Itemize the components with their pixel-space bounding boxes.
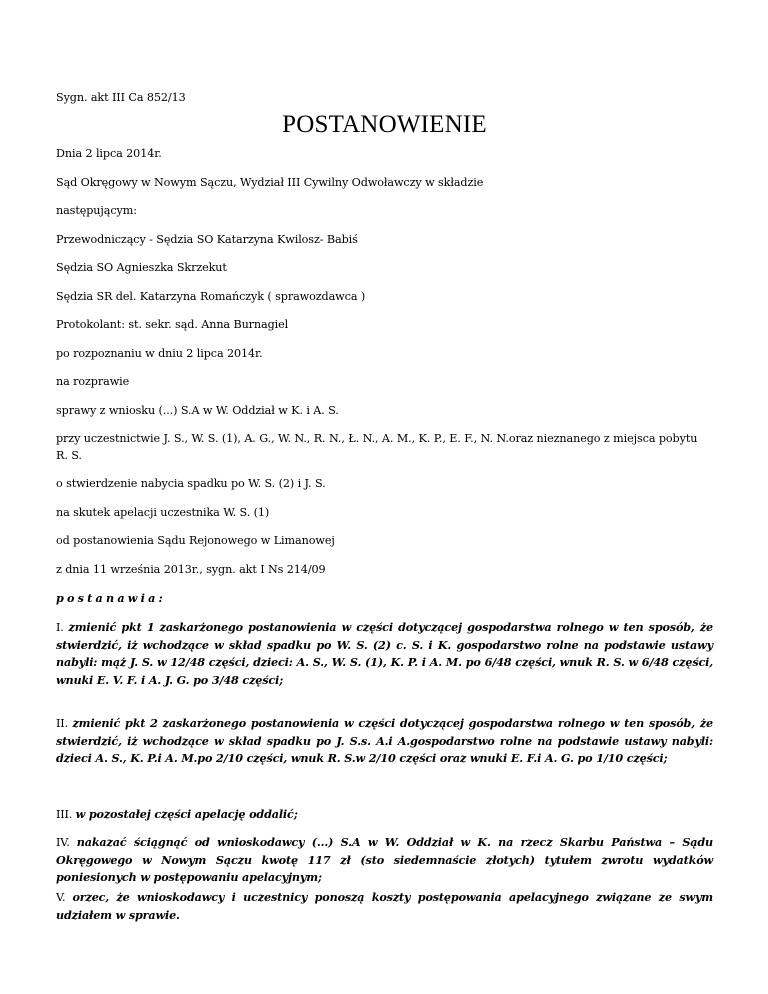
point-number: IV. (56, 836, 70, 849)
composition-line: następującym: (56, 204, 137, 217)
ruling-point (56, 889, 713, 924)
motion-line: sprawy z wniosku (...) S.A w W. Oddział w K. i A. S. (56, 404, 339, 417)
point-text: nakazać ściągnąć od wnioskodawcy (...) S.A w W. Oddział w K. na rzecz Skarbu Państwa – Sądu Okręgowego w Nowym Sączu kwotę 117 zł (sto siedemnaście złotych) tytułem zwrotu wydatków poniesionych w postępowaniu apelacyjnym; (56, 835, 714, 884)
ruling-point (56, 834, 713, 887)
subject-line: o stwierdzenie nabycia spadku po W. S. (2) i J. S. (56, 477, 326, 490)
case-number: Sygn. akt III Ca 852/13 (56, 91, 186, 104)
ruling-point (56, 619, 713, 689)
point-text: zmienić pkt 1 zaskarżonego postanowienia w części dotyczącej gospodarstwa rolnego w ten sposób, że stwierdzić, iż wchodzące w skład spadku po W. S. (2) c. S. i K. gospodarstwo rolne na podstawie ustawy nabyli: mąż J. S. w 12/48 części, dzieci: A. S., W. S. (1), K. P. i A. M. po 6/48 części, wnuk R. S. w 6/48 części, wnuki E. V. F. i A. J. G. po 3/48 części; (56, 620, 714, 687)
lower-court-line: od postanowienia Sądu Rejonowego w Limanowej (56, 534, 335, 547)
court-line: Sąd Okręgowy w Nowym Sączu, Wydział III Cywilny Odwoławczy w składzie (56, 176, 484, 189)
ruling-point (56, 715, 713, 768)
point-number: III. (56, 808, 73, 821)
participants-line-cont: R. S. (56, 449, 82, 462)
point-text: zmienić pkt 2 zaskarżonego postanowienia w części dotyczącej gospodarstwa rolnego w ten sposób, że stwierdzić, iż wchodzące w skład spadku po J. S.s. A.i A.gospodarstwo rolne na podstawie ustawy nabyli: dzieci A. S., K. P.i A. M.po 2/10 części, wnuk R. S.w 2/10 części oraz wnuki E. F.i A. G. po 1/10 części; (56, 716, 713, 765)
hearing-type-line: na rozprawie (56, 375, 130, 388)
judge-line: Sędzia SO Agnieszka Skrzekut (56, 261, 227, 274)
point-number: I. (56, 621, 64, 634)
document-title: POSTANOWIENIE (282, 111, 487, 138)
date-line: Dnia 2 lipca 2014r. (56, 147, 162, 160)
point-text: w pozostałej części apelację oddalić; (75, 807, 298, 821)
appeal-line: na skutek apelacji uczestnika W. S. (1) (56, 506, 270, 519)
point-number: V. (56, 891, 66, 904)
point-number: II. (56, 717, 68, 730)
hearing-date-line: po rozpoznaniu w dniu 2 lipca 2014r. (56, 347, 263, 360)
lower-court-date-line: z dnia 11 września 2013r., sygn. akt I Ns 214/09 (56, 563, 326, 576)
rapporteur-judge: Sędzia SR del. Katarzyna Romańczyk ( sprawozdawca ) (56, 290, 366, 303)
participants-line: przy uczestnictwie J. S., W. S. (1), A. G., W. N., R. N., Ł. N., A. M., K. P., E. F., N. N.oraz nieznanego z miejsca pobytu (56, 432, 698, 445)
point-text: orzec, że wnioskodawcy i uczestnicy ponoszą koszty postępowania apelacyjnego związane ze swym udziałem w sprawie. (56, 890, 713, 922)
clerk-line: Protokolant: st. sekr. sąd. Anna Burnagiel (56, 318, 289, 331)
ruling-heading: postanawia: (56, 591, 166, 605)
presiding-judge: Przewodniczący - Sędzia SO Katarzyna Kwilosz- Babiś (56, 233, 358, 246)
ruling-point (56, 806, 713, 824)
